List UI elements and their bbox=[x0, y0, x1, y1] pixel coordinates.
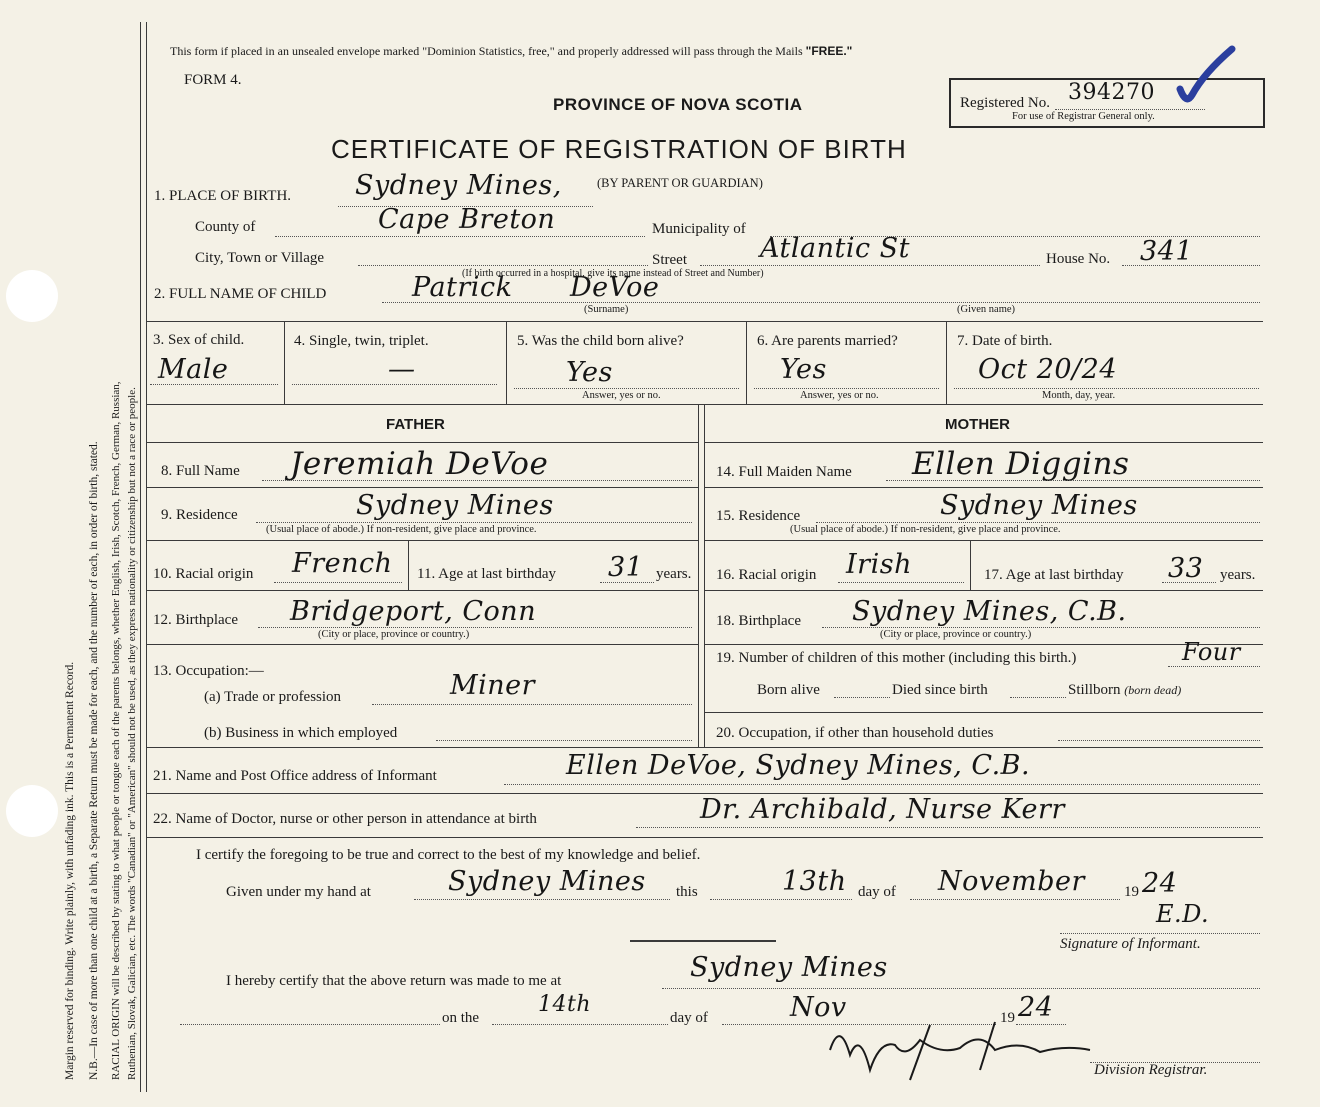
child-name-line bbox=[382, 302, 1260, 303]
mother-years: years. bbox=[1220, 567, 1256, 583]
registrar-signature bbox=[820, 1010, 1100, 1090]
plural-label: 4. Single, twin, triplet. bbox=[294, 333, 429, 349]
sex-line bbox=[150, 384, 278, 385]
surname-caption: (Surname) bbox=[584, 304, 629, 315]
mother-age-value: 33 bbox=[1168, 553, 1204, 584]
street-label: Street bbox=[652, 252, 687, 268]
registered-number: 394270 bbox=[1068, 80, 1155, 105]
father-trade-value: Miner bbox=[450, 670, 536, 701]
mother-heading: MOTHER bbox=[945, 416, 1010, 433]
mother-racial-line bbox=[838, 582, 964, 583]
cell-divider-2 bbox=[506, 321, 507, 404]
doctor-rule bbox=[146, 837, 1263, 838]
mother-birthplace-value: Sydney Mines, C.B. bbox=[852, 596, 1127, 627]
informant-initials: E.D. bbox=[1156, 900, 1210, 928]
died-line bbox=[1010, 697, 1066, 698]
registrar-place-line bbox=[662, 988, 1260, 989]
father-racial-line bbox=[274, 582, 402, 583]
married-note: Answer, yes or no. bbox=[800, 390, 879, 401]
form-number: FORM 4. bbox=[184, 72, 242, 88]
given-under-label: Given under my hand at bbox=[226, 884, 371, 900]
mother-residence-line bbox=[816, 522, 1260, 523]
mother-racial-divider bbox=[970, 540, 971, 590]
doctor-value: Dr. Archibald, Nurse Kerr bbox=[700, 794, 1065, 825]
table-top-rule bbox=[146, 321, 1263, 322]
parents-bottom-rule bbox=[146, 747, 1263, 748]
city-line bbox=[358, 265, 648, 266]
doctor-line bbox=[636, 827, 1260, 828]
married-label: 6. Are parents married? bbox=[757, 333, 898, 349]
mother-name-value: Ellen Diggins bbox=[912, 446, 1130, 482]
mother-birthplace-rule bbox=[704, 644, 1263, 645]
father-years: years. bbox=[656, 566, 692, 582]
year-prefix: 19 bbox=[1124, 884, 1139, 900]
margin-note-4: Ruthenian, Slovak, Galician, etc. The words "Canadian" or "American" should not be used, as they express nationality or citizenship but not a race or people. bbox=[126, 387, 138, 1080]
mother-children-rule bbox=[704, 712, 1263, 713]
doctor-label: 22. Name of Doctor, nurse or other person in attendance at birth bbox=[153, 811, 537, 827]
mother-name-line bbox=[886, 480, 1260, 481]
registrar-year-prefix: 19 bbox=[1000, 1010, 1015, 1026]
plural-line bbox=[292, 384, 497, 385]
mother-children-value: Four bbox=[1182, 638, 1241, 666]
on-the-label: on the bbox=[442, 1010, 480, 1026]
father-occupation-label: 13. Occupation:— bbox=[153, 663, 264, 679]
mother-occupation-line bbox=[1058, 740, 1260, 741]
born-alive-line bbox=[834, 697, 890, 698]
mother-children-label: 19. Number of children of this mother (including this birth.) bbox=[716, 650, 1077, 666]
mother-racial-rule bbox=[704, 590, 1263, 591]
mother-residence-rule bbox=[704, 540, 1263, 541]
pen-stroke bbox=[630, 940, 776, 942]
mother-age-label: 17. Age at last birthday bbox=[984, 567, 1124, 583]
father-heading-rule bbox=[146, 442, 698, 443]
child-given-name: Patrick bbox=[412, 272, 513, 303]
mother-name-rule bbox=[704, 487, 1263, 488]
married-line bbox=[754, 388, 939, 389]
dob-value: Oct 20/24 bbox=[978, 354, 1117, 385]
mother-birthplace-line bbox=[822, 627, 1260, 628]
born-alive-label: Born alive bbox=[757, 682, 820, 698]
registrar-day: 14th bbox=[538, 992, 592, 1017]
child-name-label: 2. FULL NAME OF CHILD bbox=[154, 286, 327, 302]
mother-occupation-label: 20. Occupation, if other than household duties bbox=[716, 725, 994, 741]
registrar-statement: I hereby certify that the above return was made to me at bbox=[226, 973, 562, 989]
informant-label: 21. Name and Post Office address of Informant bbox=[153, 768, 437, 784]
center-divider-a bbox=[698, 404, 699, 747]
father-racial-value: French bbox=[292, 548, 393, 579]
mother-children-line bbox=[1168, 666, 1260, 667]
father-residence-value: Sydney Mines bbox=[356, 490, 554, 521]
married-value: Yes bbox=[780, 354, 827, 385]
father-birthplace-line bbox=[258, 627, 692, 628]
mother-racial-label: 16. Racial origin bbox=[716, 567, 817, 583]
father-racial-label: 10. Racial origin bbox=[153, 566, 254, 582]
margin-note-2: N.B.—In case of more than one child at a birth, a Separate Return must be made for each, and the number of each, in order of birth, stated. bbox=[88, 441, 100, 1080]
certificate-title: CERTIFICATE OF REGISTRATION OF BIRTH bbox=[331, 134, 907, 164]
registrar-year: 24 bbox=[1018, 992, 1054, 1023]
registrar-place: Sydney Mines bbox=[690, 952, 888, 983]
dob-line bbox=[954, 388, 1259, 389]
binding-rule-2 bbox=[146, 22, 147, 1092]
certify-statement: I certify the foregoing to be true and correct to the best of my knowledge and belief. bbox=[196, 847, 701, 863]
father-residence-note: (Usual place of abode.) If non-resident, give place and province. bbox=[266, 524, 537, 535]
binding-rule bbox=[140, 22, 141, 1092]
father-name-value: Jeremiah DeVoe bbox=[290, 446, 549, 482]
father-racial-divider bbox=[408, 540, 409, 590]
died-label: Died since birth bbox=[892, 682, 988, 698]
place-label: 1. PLACE OF BIRTH. bbox=[154, 188, 292, 204]
father-name-line bbox=[262, 480, 692, 481]
father-heading: FATHER bbox=[386, 416, 445, 433]
year-value: 24 bbox=[1142, 868, 1178, 899]
municipality-label: Municipality of bbox=[652, 221, 746, 237]
plural-value: — bbox=[388, 354, 416, 385]
this-label: this bbox=[676, 884, 698, 900]
punch-hole-top bbox=[6, 270, 58, 322]
father-residence-rule bbox=[146, 540, 698, 541]
father-residence-label: 9. Residence bbox=[161, 507, 238, 523]
mother-residence-value: Sydney Mines bbox=[940, 490, 1138, 521]
mother-residence-note: (Usual place of abode.) If non-resident, give place and province. bbox=[790, 524, 1061, 535]
mother-birthplace-note: (City or place, province or country.) bbox=[880, 629, 1032, 640]
registrar-note: For use of Registrar General only. bbox=[1012, 111, 1155, 122]
registrar-month: Nov bbox=[790, 992, 847, 1023]
county-line bbox=[275, 236, 645, 237]
check-mark-icon bbox=[1176, 45, 1236, 107]
mail-note: This form if placed in an unsealed envelope marked "Dominion Statistics, free," and properly addressed will pass through the Mails "FREE." bbox=[170, 44, 853, 58]
house-label: House No. bbox=[1046, 251, 1111, 267]
house-value: 341 bbox=[1140, 236, 1194, 267]
father-residence-line bbox=[256, 522, 692, 523]
sex-label: 3. Sex of child. bbox=[153, 332, 245, 348]
mother-racial-value: Irish bbox=[846, 549, 912, 580]
city-label: City, Town or Village bbox=[195, 250, 325, 266]
alive-value: Yes bbox=[566, 357, 613, 388]
province-heading: PROVINCE OF NOVA SCOTIA bbox=[553, 95, 803, 114]
place-value: Sydney Mines, bbox=[355, 170, 562, 201]
father-birthplace-label: 12. Birthplace bbox=[153, 612, 238, 628]
father-racial-rule bbox=[146, 590, 698, 591]
county-label: County of bbox=[195, 219, 256, 235]
father-business-line bbox=[436, 740, 692, 741]
alive-label: 5. Was the child born alive? bbox=[517, 333, 684, 349]
registrar-day-of: day of bbox=[670, 1010, 708, 1026]
father-age-value: 31 bbox=[608, 552, 644, 583]
alive-note: Answer, yes or no. bbox=[582, 390, 661, 401]
day-value: 13th bbox=[782, 866, 847, 897]
certificate-subtitle: (BY PARENT OR GUARDIAN) bbox=[597, 176, 763, 190]
mother-heading-rule bbox=[704, 442, 1263, 443]
alive-line bbox=[514, 388, 739, 389]
child-surname: DeVoe bbox=[570, 272, 660, 303]
father-trade-label: (a) Trade or profession bbox=[204, 689, 342, 705]
cell-divider-1 bbox=[284, 321, 285, 404]
registrar-day-line bbox=[492, 1024, 668, 1025]
sex-value: Male bbox=[158, 354, 229, 385]
county-value: Cape Breton bbox=[378, 204, 556, 235]
given-place-line bbox=[414, 899, 670, 900]
father-age-line bbox=[600, 582, 654, 583]
margin-note-1: Margin reserved for binding. Write plainly, with unfading ink. This is a Permanent Record. bbox=[64, 661, 76, 1080]
month-value: November bbox=[938, 866, 1085, 897]
street-line bbox=[700, 265, 1040, 266]
cell-divider-3 bbox=[746, 321, 747, 404]
hospital-note: (If birth occurred in a hospital, give its name instead of Street and Number) bbox=[462, 268, 764, 279]
given-place-value: Sydney Mines bbox=[448, 866, 646, 897]
father-trade-line bbox=[372, 704, 692, 705]
division-registrar-label: Division Registrar. bbox=[1094, 1062, 1208, 1078]
father-name-label: 8. Full Name bbox=[161, 463, 240, 479]
father-birthplace-note: (City or place, province or country.) bbox=[318, 629, 470, 640]
day-of-label: day of bbox=[858, 884, 896, 900]
mother-name-label: 14. Full Maiden Name bbox=[716, 464, 852, 480]
registered-line bbox=[1055, 109, 1205, 110]
stillborn-label: Stillborn (born dead) bbox=[1068, 682, 1182, 698]
registered-label: Registered No. bbox=[960, 95, 1050, 111]
center-divider-b bbox=[704, 404, 705, 747]
dob-label: 7. Date of birth. bbox=[957, 333, 1053, 349]
mother-residence-label: 15. Residence bbox=[716, 508, 801, 524]
mother-birthplace-label: 18. Birthplace bbox=[716, 613, 801, 629]
house-line bbox=[1122, 265, 1260, 266]
signature-label: Signature of Informant. bbox=[1060, 936, 1201, 952]
street-value: Atlantic St bbox=[760, 233, 911, 264]
margin-note-3: RACIAL ORIGIN will be described by stating to what people or tongue each of the parents belongs, whether English, Irish, Scotch, French, German, Russian, bbox=[110, 381, 122, 1080]
father-age-label: 11. Age at last birthday bbox=[417, 566, 556, 582]
informant-value: Ellen DeVoe, Sydney Mines, C.B. bbox=[566, 750, 1031, 781]
cell-divider-4 bbox=[946, 321, 947, 404]
mother-age-line bbox=[1162, 582, 1216, 583]
dob-note: Month, day, year. bbox=[1042, 390, 1116, 401]
signature-line bbox=[1060, 933, 1260, 934]
father-birthplace-value: Bridgeport, Conn bbox=[290, 596, 537, 627]
informant-line bbox=[504, 784, 1260, 785]
father-name-rule bbox=[146, 487, 698, 488]
month-line bbox=[910, 899, 1120, 900]
punch-hole-bottom bbox=[6, 785, 58, 837]
day-line bbox=[710, 899, 852, 900]
father-birthplace-rule bbox=[146, 644, 698, 645]
registrar-start-line bbox=[180, 1024, 440, 1025]
father-business-label: (b) Business in which employed bbox=[204, 725, 398, 741]
given-name-caption: (Given name) bbox=[957, 304, 1016, 315]
